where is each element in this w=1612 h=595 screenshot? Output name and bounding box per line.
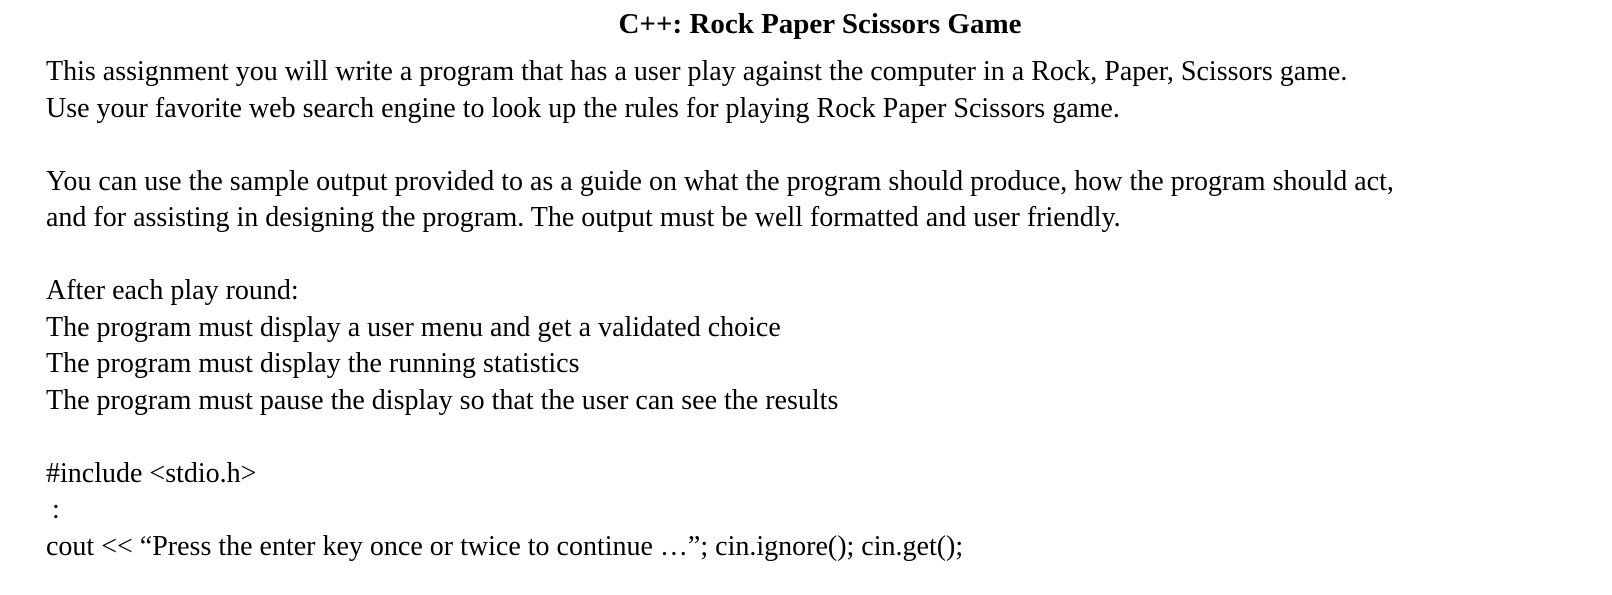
paragraph-spacer: [46, 127, 1606, 164]
intro-line-2: Use your favorite web search engine to look up the rules for playing Rock Paper Scissors game.: [46, 92, 1120, 124]
requirement-item-1: The program must display a user menu and get a validated choice: [46, 311, 781, 343]
code-include-line: #include <stdio.h>: [46, 457, 257, 489]
document-title: C++: Rock Paper Scissors Game: [618, 8, 1022, 40]
guide-line-1: You can use the sample output provided to as a guide on what the program should produce, how the program should act,: [46, 165, 1394, 197]
code-cout-line: cout << “Press the enter key once or twice to continue …”; cin.ignore(); cin.get();: [46, 530, 964, 562]
paragraph-spacer: [46, 237, 1606, 274]
after-round-heading: After each play round:: [46, 275, 299, 306]
guide-line-2: and for assisting in designing the program. The output must be well formatted and user friendly.: [46, 202, 1121, 233]
paragraph-spacer: [46, 419, 1606, 456]
requirement-item-2: The program must display the running statistics: [46, 348, 580, 379]
code-ellipsis-line: :: [52, 494, 60, 525]
intro-line-1: This assignment you will write a program that has a user play against the computer in a Rock, Paper, Scissors game.: [46, 56, 1348, 87]
requirement-item-3: The program must pause the display so that the user can see the results: [46, 384, 839, 416]
document-body: [46, 54, 1606, 565]
